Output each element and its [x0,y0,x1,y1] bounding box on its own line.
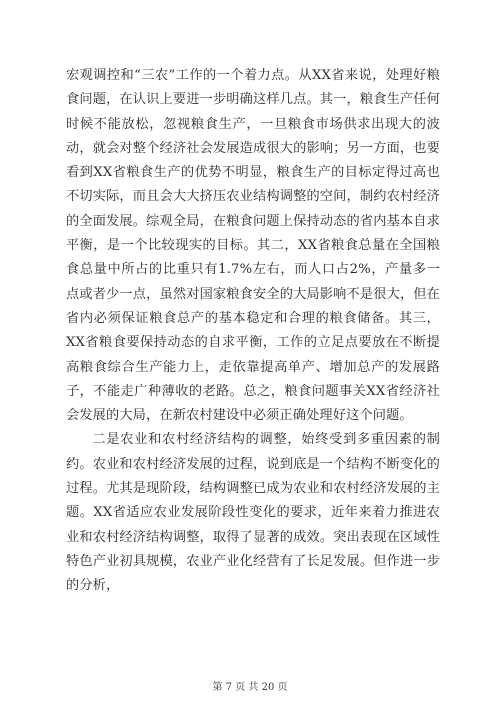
paragraph-continued: 宏观调控和“三农”工作的一个着力点。从XX省来说，处理好粮食问题，在认识上要进一步明确这样几点。其一，粮食生产任何时候不能放松，忽视粮食生产，一旦粮食市场供求出现大的波动，就会对整个经济社会发展造成很大的影响；另一方面，也要看到XX省粮食生产的优势不明显，粮食生产的目标定得过高也不切实际，而且会大大挤压农业结构调整的空间，制约农村经济的全面发展。综观全局，在粮食问题上保持动态的省内基本自求平衡，是一个比较现实的目标。其二，XX省粮食总量在全国粮食总量中所占的比重只有1.7%左右，而人口占2%，产量多一点或者少一点，虽然对国家粮食安全的大局影响不是很大，但在省内必须保证粮食总产的基本稳定和合理的粮食储备。其三，XX省粮食要保持动态的自求平衡，工作的立足点要放在不断提高粮食综合生产能力上，走依靠提高单产、增加总产的发展路子，不能走广种薄收的老路。总之，粮食问题事关XX省经济社会发展的大局，在新农村建设中必须正确处理好这个问题。 [66,68,440,424]
page-footer: 第 7 页 共 20 页 [212,682,288,693]
document-body [66,64,440,599]
paragraph-structure-adjustment: 二是农业和农村经济结构的调整，始终受到多重因素的制约。农业和农村经济发展的过程，说到底是一个结构不断变化的过程。尤其是现阶段，结构调整已成为农业和农村经济发展的主题。XX省适应农业发展阶段性变化的要求，近年来着力推进农业和农村经济结构调整，取得了显著的成效。突出表现在区域性特色产业初具规模，农业产业化经营有了长足发展。但作进一步的分析， [66,432,440,594]
